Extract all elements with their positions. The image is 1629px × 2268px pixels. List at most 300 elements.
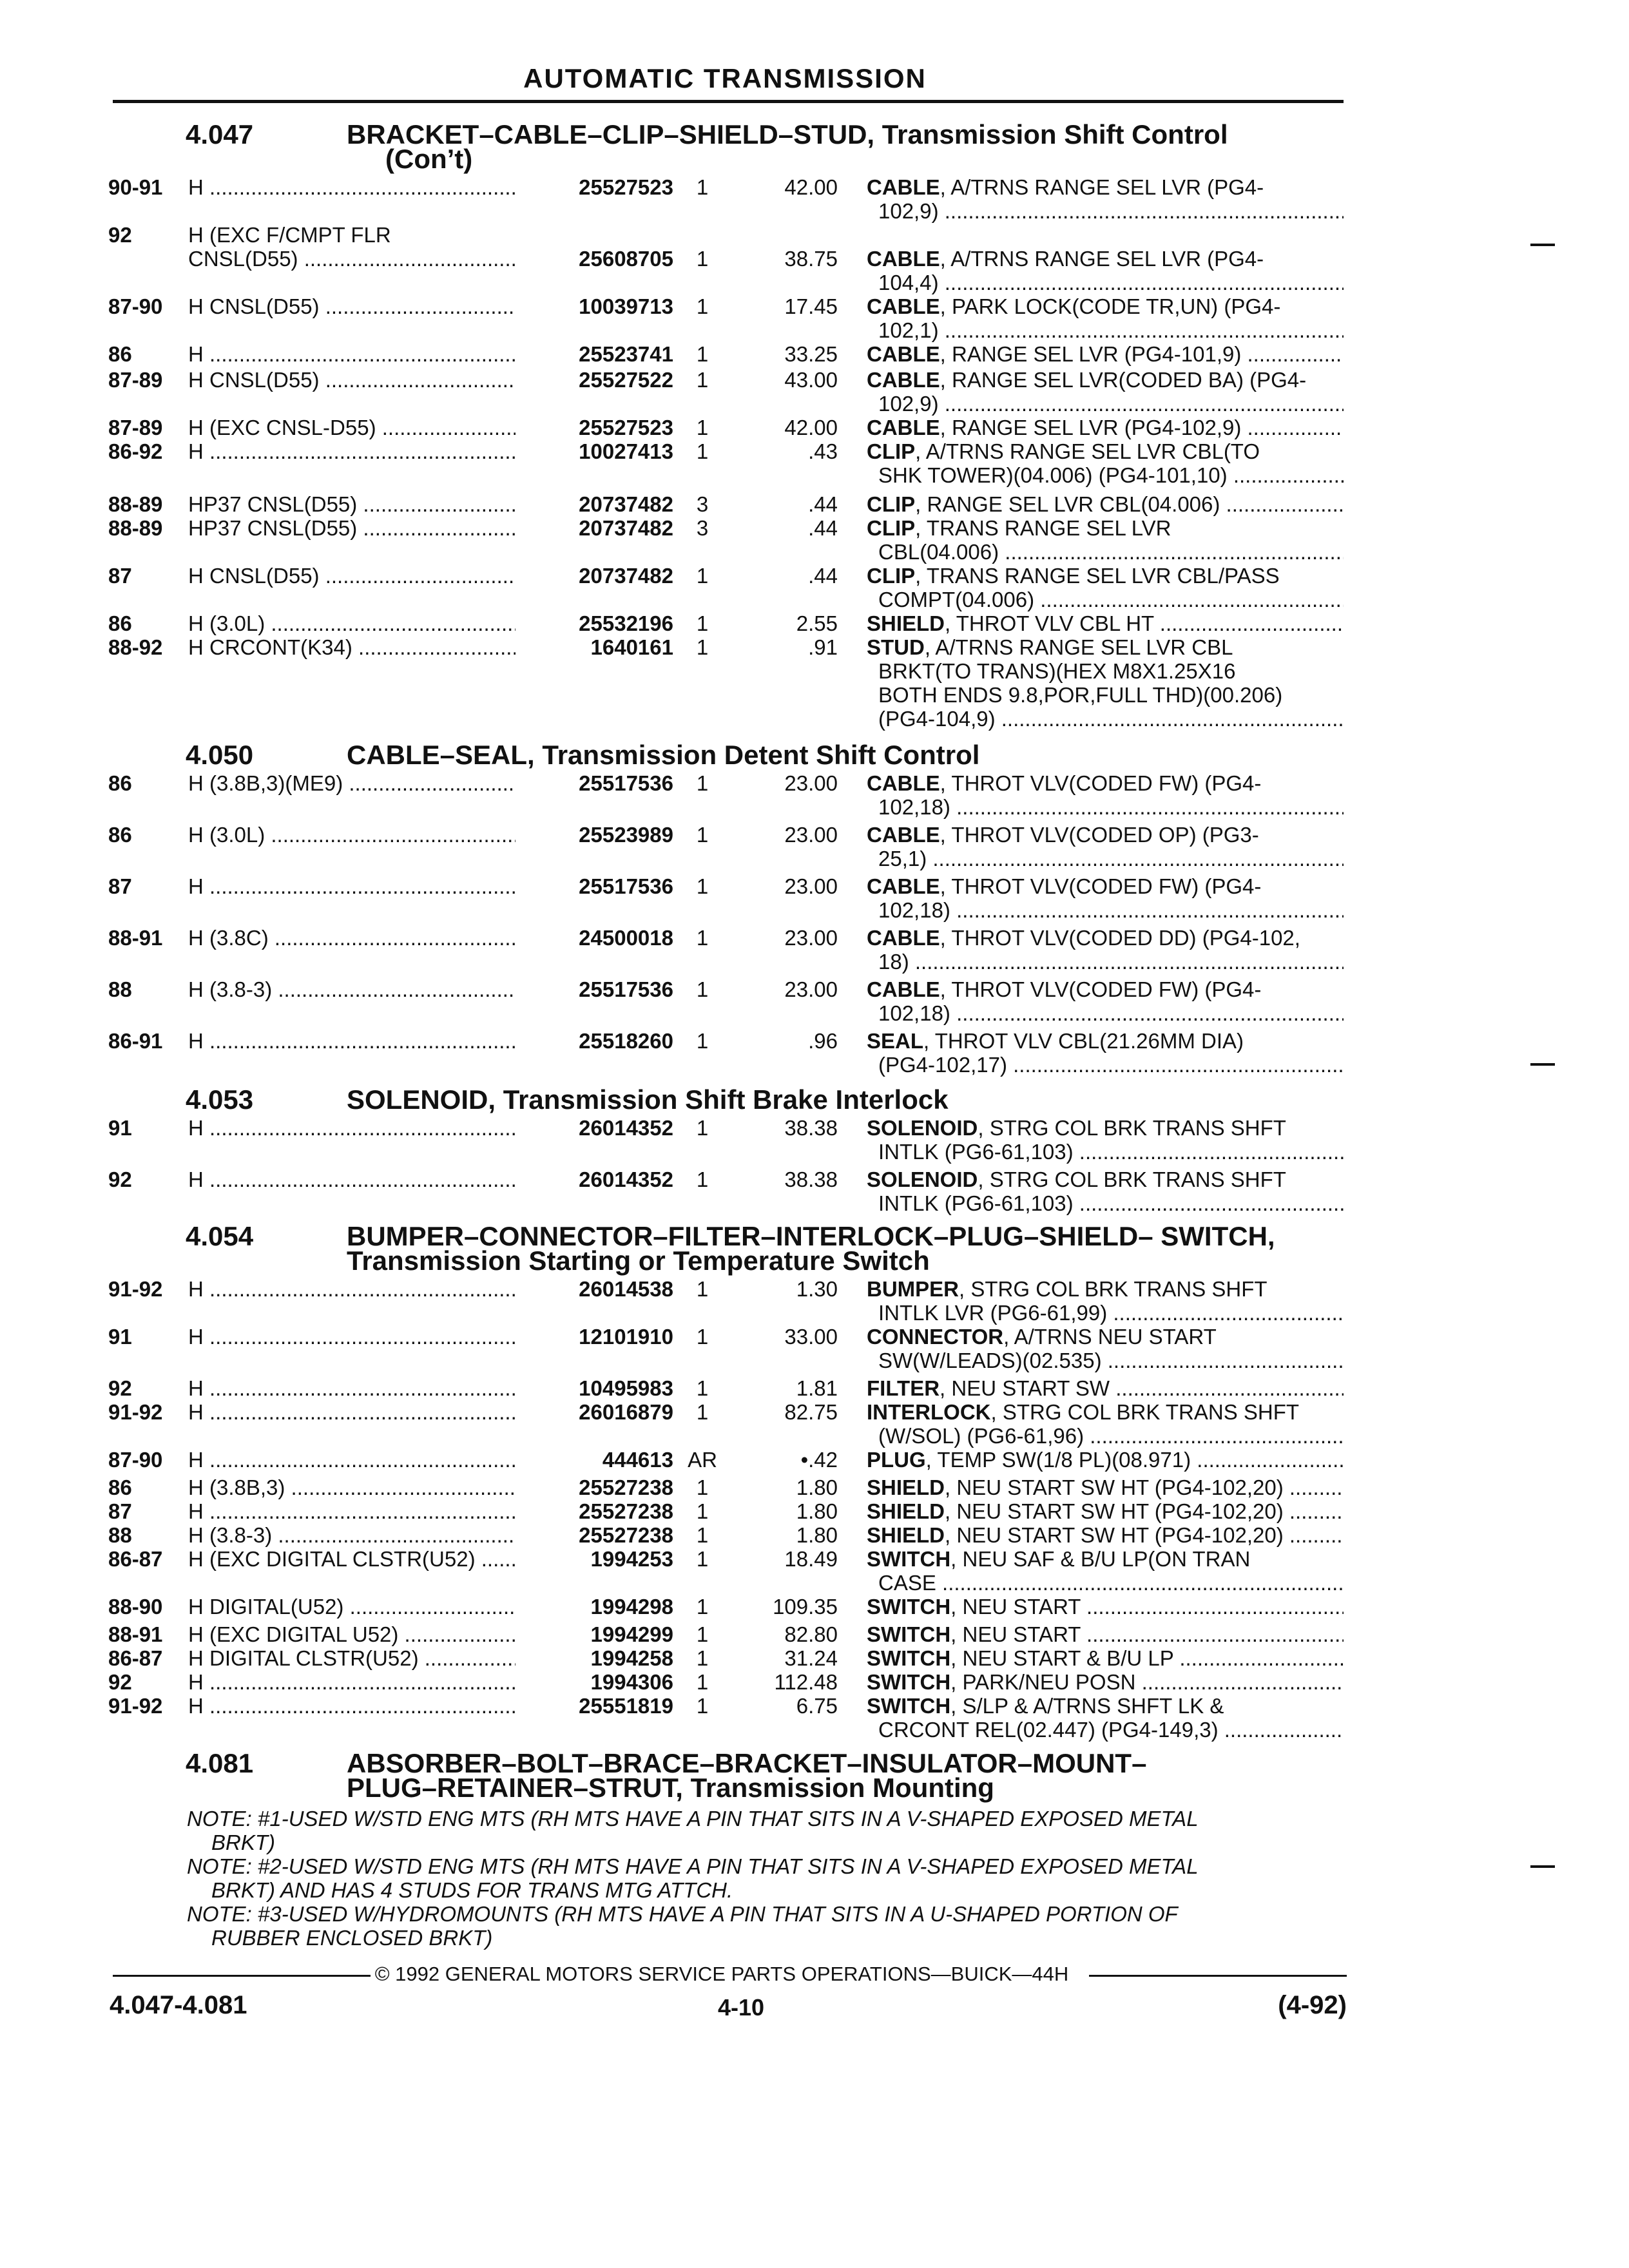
note-line: NOTE: #1-USED W/STD ENG MTS (RH MTS HAVE A PIN THAT SITS IN A V-SHAPED EXPOSED METAL xyxy=(187,1807,1199,1831)
part-number: 10027413 xyxy=(516,439,673,463)
application-text: H ..... xyxy=(188,874,528,898)
description-text: , A/TRNS NEU START xyxy=(1003,1325,1217,1349)
description-line xyxy=(867,771,1344,795)
description xyxy=(867,1622,1344,1646)
quantity: 1 xyxy=(696,1116,709,1140)
part-number: 20737482 xyxy=(516,564,673,588)
application xyxy=(188,1547,528,1571)
quantity: 3 xyxy=(696,516,709,540)
price: .44 xyxy=(808,516,838,540)
quantity: 1 xyxy=(696,1400,709,1424)
description xyxy=(867,1523,1344,1547)
quantity: 1 xyxy=(696,175,709,199)
model-years: 92 xyxy=(108,1670,132,1694)
model-years: 91-92 xyxy=(108,1277,163,1301)
price: 31.24 xyxy=(784,1646,838,1670)
description-line xyxy=(867,439,1344,463)
item-name: SHIELD xyxy=(867,1523,945,1547)
description-text: , STRG COL BRK TRANS SHFT xyxy=(990,1400,1300,1424)
description-line xyxy=(867,1595,1344,1619)
price: 109.35 xyxy=(773,1595,838,1619)
model-years: 86 xyxy=(108,771,132,795)
description-text: CBL(04.006) xyxy=(878,540,999,564)
description-line xyxy=(867,1571,1344,1595)
description-line xyxy=(867,1400,1344,1424)
item-name: CABLE xyxy=(867,368,940,392)
model-years: 87-89 xyxy=(108,368,163,392)
section-number: 4.050 xyxy=(186,740,254,770)
application-text: H DIGITAL CLSTR(U52) ..... xyxy=(188,1646,528,1670)
section-title xyxy=(347,1221,1352,1276)
part-number: 25527523 xyxy=(516,416,673,439)
description-text: , THROT VLV(CODED OP) (PG3- xyxy=(940,823,1259,847)
margin-tick xyxy=(1530,244,1555,246)
model-years: 88-89 xyxy=(108,492,163,516)
quantity: AR xyxy=(688,1448,717,1472)
item-name: CLIP xyxy=(867,516,916,540)
description-text: , NEU START SW HT (PG4-102,20) xyxy=(945,1523,1284,1547)
section-title-line: SOLENOID, Transmission Shift Brake Interlock xyxy=(347,1084,949,1115)
application xyxy=(188,1475,528,1499)
application xyxy=(188,1325,528,1349)
part-number: 25527522 xyxy=(516,368,673,392)
model-years: 87-90 xyxy=(108,294,163,318)
description-line xyxy=(867,1718,1344,1742)
description-line xyxy=(867,1140,1344,1164)
price: .44 xyxy=(808,564,838,588)
description-text: 102,9) xyxy=(878,392,939,416)
quantity: 1 xyxy=(696,294,709,318)
part-number: 444613 xyxy=(516,1448,673,1472)
model-years: 88-92 xyxy=(108,635,163,659)
description xyxy=(867,1448,1344,1472)
description-text: 102,18) xyxy=(878,898,950,922)
price: 1.81 xyxy=(796,1376,838,1400)
quantity: 1 xyxy=(696,611,709,635)
description xyxy=(867,823,1344,870)
model-years: 88-90 xyxy=(108,1595,163,1619)
application-text: HP37 CNSL(D55) ..... xyxy=(188,516,528,540)
application xyxy=(188,1595,528,1619)
model-years: 92 xyxy=(108,1376,132,1400)
description xyxy=(867,1325,1344,1372)
description-text: , THROT VLV CBL HT xyxy=(945,611,1154,635)
description-line xyxy=(867,1424,1344,1448)
application-text: HP37 CNSL(D55) ..... xyxy=(188,492,528,516)
part-number: 20737482 xyxy=(516,492,673,516)
page-title: AUTOMATIC TRANSMISSION xyxy=(523,63,927,93)
description-line xyxy=(867,1168,1344,1191)
application-text: H CNSL(D55) ..... xyxy=(188,294,528,318)
model-years: 91-92 xyxy=(108,1694,163,1718)
item-name: CABLE xyxy=(867,247,940,271)
application xyxy=(188,368,528,392)
footer-copyright: © 1992 GENERAL MOTORS SERVICE PARTS OPERATIONS—BUICK—44H xyxy=(374,1963,1069,1985)
section-title-line: ABSORBER–BOLT–BRACE–BRACKET–INSULATOR–MOUNT– xyxy=(347,1748,1147,1778)
quantity: 1 xyxy=(696,1670,709,1694)
application-text: H ..... xyxy=(188,1116,528,1140)
description-line xyxy=(867,1499,1344,1523)
application xyxy=(188,977,528,1001)
section-title-line: CABLE–SEAL, Transmission Detent Shift Control xyxy=(347,740,980,770)
section-title xyxy=(347,1748,1352,1803)
model-years: 88-91 xyxy=(108,1622,163,1646)
quantity: 1 xyxy=(696,635,709,659)
quantity: 1 xyxy=(696,1547,709,1571)
quantity: 1 xyxy=(696,564,709,588)
description-text: (W/SOL) (PG6-61,96) xyxy=(878,1424,1084,1448)
description xyxy=(867,1376,1344,1400)
item-name: SWITCH xyxy=(867,1670,951,1694)
part-number: 20737482 xyxy=(516,516,673,540)
description-text: , THROT VLV(CODED DD) (PG4-102, xyxy=(940,926,1300,950)
quantity: 1 xyxy=(696,874,709,898)
description xyxy=(867,247,1344,294)
price: 23.00 xyxy=(784,926,838,950)
part-number: 25523741 xyxy=(516,342,673,366)
application-text: H (EXC DIGITAL CLSTR(U52) ..... xyxy=(188,1547,528,1571)
note-line: BRKT) AND HAS 4 STUDS FOR TRANS MTG ATTCH. xyxy=(211,1878,733,1902)
description-text: SHK TOWER)(04.006) (PG4-101,10) xyxy=(878,463,1228,487)
description-text: 25,1) xyxy=(878,847,927,870)
application xyxy=(188,1622,528,1646)
price: 6.75 xyxy=(796,1694,838,1718)
description-text: , NEU START xyxy=(950,1595,1081,1619)
description-text: , RANGE SEL LVR CBL(04.006) xyxy=(915,492,1220,516)
quantity: 1 xyxy=(696,1646,709,1670)
note-line: NOTE: #2-USED W/STD ENG MTS (RH MTS HAVE A PIN THAT SITS IN A V-SHAPED EXPOSED METAL xyxy=(187,1854,1199,1878)
section-number: 4.054 xyxy=(186,1221,254,1251)
description xyxy=(867,611,1344,635)
application xyxy=(188,564,528,588)
item-name: CABLE xyxy=(867,342,940,366)
description-line xyxy=(867,611,1344,635)
description-line xyxy=(867,707,1344,731)
price: 23.00 xyxy=(784,977,838,1001)
description-line xyxy=(867,564,1344,588)
price: 1.80 xyxy=(796,1523,838,1547)
item-name: SWITCH xyxy=(867,1595,951,1619)
quantity: 1 xyxy=(696,1168,709,1191)
description-text: , THROT VLV(CODED FW) (PG4- xyxy=(940,977,1262,1001)
quantity: 1 xyxy=(696,247,709,271)
price: 18.49 xyxy=(784,1547,838,1571)
description-text: , TEMP SW(1/8 PL)(08.971) xyxy=(925,1448,1191,1472)
price: 1.80 xyxy=(796,1499,838,1523)
price: 2.55 xyxy=(796,611,838,635)
description-text: 102,9) xyxy=(878,199,939,223)
description-line xyxy=(867,392,1344,416)
application xyxy=(188,175,528,199)
description-text: 102,18) xyxy=(878,795,950,819)
description xyxy=(867,977,1344,1025)
description-text: , A/TRNS RANGE SEL LVR CBL xyxy=(924,635,1233,659)
quantity: 1 xyxy=(696,771,709,795)
section-title-line: BUMPER–CONNECTOR–FILTER–INTERLOCK–PLUG–SHIELD– SWITCH, xyxy=(347,1221,1275,1251)
description-line xyxy=(867,175,1344,199)
application-text: H (EXC CNSL-D55) ..... xyxy=(188,416,528,439)
description-text: , TRANS RANGE SEL LVR CBL/PASS xyxy=(915,564,1280,588)
description-line xyxy=(867,1523,1344,1547)
item-name: STUD xyxy=(867,635,925,659)
description-line xyxy=(867,1029,1344,1053)
part-number: 26014538 xyxy=(516,1277,673,1301)
model-years: 87-89 xyxy=(108,416,163,439)
quantity: 1 xyxy=(696,1499,709,1523)
description xyxy=(867,1475,1344,1499)
description xyxy=(867,874,1344,922)
application-text: H ..... xyxy=(188,1400,528,1424)
description-line xyxy=(867,795,1344,819)
application-text: H (3.0L) ..... xyxy=(188,611,528,635)
model-years: 91 xyxy=(108,1325,132,1349)
description xyxy=(867,1400,1344,1448)
quantity: 1 xyxy=(696,416,709,439)
part-number: 1994306 xyxy=(516,1670,673,1694)
description-text: , A/TRNS RANGE SEL LVR (PG4- xyxy=(940,247,1264,271)
quantity: 1 xyxy=(696,1595,709,1619)
price: 1.80 xyxy=(796,1475,838,1499)
application-text: H (EXC DIGITAL U52) ..... xyxy=(188,1622,528,1646)
description xyxy=(867,1116,1344,1164)
item-name: SHIELD xyxy=(867,1475,945,1499)
description xyxy=(867,1646,1344,1670)
description xyxy=(867,1029,1344,1077)
description-line xyxy=(867,635,1344,659)
model-years: 86 xyxy=(108,611,132,635)
application-text: H (3.8-3) ..... xyxy=(188,1523,528,1547)
description-line xyxy=(867,463,1344,487)
price: .43 xyxy=(808,439,838,463)
description-text: , RANGE SEL LVR(CODED BA) (PG4- xyxy=(940,368,1307,392)
quantity: 1 xyxy=(696,342,709,366)
description-text: , THROT VLV(CODED FW) (PG4- xyxy=(940,771,1262,795)
part-number: 25527238 xyxy=(516,1499,673,1523)
description-text: 104,4) xyxy=(878,271,939,294)
description-text: , THROT VLV(CODED FW) (PG4- xyxy=(940,874,1262,898)
model-years: 91-92 xyxy=(108,1400,163,1424)
model-years: 87 xyxy=(108,874,132,898)
price: 33.00 xyxy=(784,1325,838,1349)
application-text: H ..... xyxy=(188,342,528,366)
part-number: 24500018 xyxy=(516,926,673,950)
part-number: 25517536 xyxy=(516,771,673,795)
description-text: INTLK (PG6-61,103) xyxy=(878,1140,1074,1164)
section-title xyxy=(347,119,1352,174)
application-text: H ..... xyxy=(188,1277,528,1301)
part-number: 25527523 xyxy=(516,175,673,199)
section-title-line: (Con’t) xyxy=(385,144,473,174)
item-name: CLIP xyxy=(867,564,916,588)
description-text: BOTH ENDS 9.8,POR,FULL THD)(00.206) xyxy=(878,683,1283,707)
description xyxy=(867,294,1344,342)
description xyxy=(867,564,1344,611)
description-line xyxy=(867,1547,1344,1571)
application-text: H ..... xyxy=(188,1029,528,1053)
description-line xyxy=(867,1116,1344,1140)
margin-tick xyxy=(1530,1063,1555,1066)
description-line xyxy=(867,847,1344,870)
description-line xyxy=(867,1053,1344,1077)
quantity: 1 xyxy=(696,1277,709,1301)
application xyxy=(188,416,528,439)
application-text: H ..... xyxy=(188,1448,528,1472)
price: •.42 xyxy=(800,1448,838,1472)
description-line xyxy=(867,874,1344,898)
item-name: SWITCH xyxy=(867,1646,951,1670)
application-text: H CRCONT(K34) ..... xyxy=(188,635,528,659)
application-text: H CNSL(D55) ..... xyxy=(188,564,528,588)
part-number: 12101910 xyxy=(516,1325,673,1349)
description-line xyxy=(867,294,1344,318)
application-text: H ..... xyxy=(188,175,528,199)
price: .96 xyxy=(808,1029,838,1053)
description-text: , THROT VLV CBL(21.26MM DIA) xyxy=(923,1029,1244,1053)
application-text: H ..... xyxy=(188,1376,528,1400)
application xyxy=(188,1523,528,1547)
description-line xyxy=(867,1277,1344,1301)
item-name: SOLENOID xyxy=(867,1116,978,1140)
description-line xyxy=(867,1349,1344,1372)
application xyxy=(188,1116,528,1140)
description-line xyxy=(867,368,1344,392)
description-line xyxy=(867,1670,1344,1694)
description-text: , STRG COL BRK TRANS SHFT xyxy=(959,1277,1268,1301)
description xyxy=(867,416,1344,439)
part-number: 26014352 xyxy=(516,1168,673,1191)
section-title-line: Transmission Starting or Temperature Switch xyxy=(347,1245,930,1276)
description-line xyxy=(867,199,1344,223)
description-text: SW(W/LEADS)(02.535) xyxy=(878,1349,1102,1372)
description-text: , S/LP & A/TRNS SHFT LK & xyxy=(950,1694,1224,1718)
application xyxy=(188,294,528,318)
price: 42.00 xyxy=(784,175,838,199)
description xyxy=(867,1277,1344,1325)
application xyxy=(188,635,528,659)
application-text: H CNSL(D55) ..... xyxy=(188,368,528,392)
application xyxy=(188,342,528,366)
description xyxy=(867,1168,1344,1215)
item-name: SEAL xyxy=(867,1029,924,1053)
description-line xyxy=(867,492,1344,516)
item-name: SOLENOID xyxy=(867,1168,978,1191)
description-text: (PG4-104,9) xyxy=(878,707,996,731)
description-line xyxy=(867,1376,1344,1400)
section-title-line: PLUG–RETAINER–STRUT, Transmission Mounting xyxy=(347,1773,994,1803)
model-years: 88-89 xyxy=(108,516,163,540)
model-years: 90-91 xyxy=(108,175,163,199)
description-text: COMPT(04.006) xyxy=(878,588,1035,611)
description-line xyxy=(867,898,1344,922)
description-text: , NEU START SW HT (PG4-102,20) xyxy=(945,1475,1284,1499)
price: 38.38 xyxy=(784,1116,838,1140)
application-text: H (3.8B,3)(ME9) ..... xyxy=(188,771,528,795)
description-text: , RANGE SEL LVR (PG4-102,9) xyxy=(940,416,1242,439)
description-line xyxy=(867,588,1344,611)
item-name: SHIELD xyxy=(867,611,945,635)
description xyxy=(867,492,1344,516)
application xyxy=(188,1277,528,1301)
description-line xyxy=(867,977,1344,1001)
part-number: 25517536 xyxy=(516,874,673,898)
model-years: 91 xyxy=(108,1116,132,1140)
item-name: CABLE xyxy=(867,175,940,199)
application xyxy=(188,1670,528,1694)
model-years: 86 xyxy=(108,1475,132,1499)
description xyxy=(867,635,1344,731)
application xyxy=(188,439,528,463)
margin-tick xyxy=(1530,1865,1555,1868)
description-text: CRCONT REL(02.447) (PG4-149,3) xyxy=(878,1718,1219,1742)
description-line xyxy=(867,1191,1344,1215)
part-number: 10495983 xyxy=(516,1376,673,1400)
price: 23.00 xyxy=(784,823,838,847)
application xyxy=(188,823,528,847)
part-number: 26014352 xyxy=(516,1116,673,1140)
part-number: 1994298 xyxy=(516,1595,673,1619)
item-name: PLUG xyxy=(867,1448,926,1472)
application xyxy=(188,1499,528,1523)
description xyxy=(867,368,1344,416)
note-line: RUBBER ENCLOSED BRKT) xyxy=(211,1926,493,1950)
quantity: 1 xyxy=(696,439,709,463)
section-number: 4.047 xyxy=(186,119,254,149)
application xyxy=(188,1448,528,1472)
description-line xyxy=(867,1325,1344,1349)
price: 38.75 xyxy=(784,247,838,271)
description-text: (PG4-102,17) xyxy=(878,1053,1007,1077)
description xyxy=(867,1499,1344,1523)
part-number: 25517536 xyxy=(516,977,673,1001)
price: .91 xyxy=(808,635,838,659)
model-years: 86-91 xyxy=(108,1029,163,1053)
footer-page-number: 4-10 xyxy=(717,1994,765,2021)
description-line xyxy=(867,1694,1344,1718)
item-name: CABLE xyxy=(867,771,940,795)
footer-section-range: 4.047-4.081 xyxy=(110,1991,247,2019)
description xyxy=(867,342,1344,366)
part-number: 1640161 xyxy=(516,635,673,659)
description-line xyxy=(867,823,1344,847)
item-name: SHIELD xyxy=(867,1499,945,1523)
description-line xyxy=(867,950,1344,974)
description-line xyxy=(867,1622,1344,1646)
part-number: 25532196 xyxy=(516,611,673,635)
application-text: H (3.0L) ..... xyxy=(188,823,528,847)
application xyxy=(188,1029,528,1053)
description xyxy=(867,926,1344,974)
application xyxy=(188,1646,528,1670)
description-line xyxy=(867,1646,1344,1670)
quantity: 1 xyxy=(696,926,709,950)
description-text: , NEU START & B/U LP xyxy=(950,1646,1174,1670)
description-line xyxy=(867,1448,1344,1472)
description-text: , A/TRNS RANGE SEL LVR CBL(TO xyxy=(915,439,1260,463)
price: 82.75 xyxy=(784,1400,838,1424)
description-text: , TRANS RANGE SEL LVR xyxy=(915,516,1171,540)
description-line xyxy=(867,659,1344,683)
part-number: 25551819 xyxy=(516,1694,673,1718)
description-text: , NEU SAF & B/U LP(ON TRAN xyxy=(950,1547,1251,1571)
application xyxy=(188,611,528,635)
description xyxy=(867,1595,1344,1619)
item-name: SWITCH xyxy=(867,1547,951,1571)
application-text: H ..... xyxy=(188,439,528,463)
application-text: H ..... xyxy=(188,1670,528,1694)
description xyxy=(867,439,1344,487)
description-text: , PARK LOCK(CODE TR,UN) (PG4- xyxy=(940,294,1281,318)
application xyxy=(188,771,528,795)
